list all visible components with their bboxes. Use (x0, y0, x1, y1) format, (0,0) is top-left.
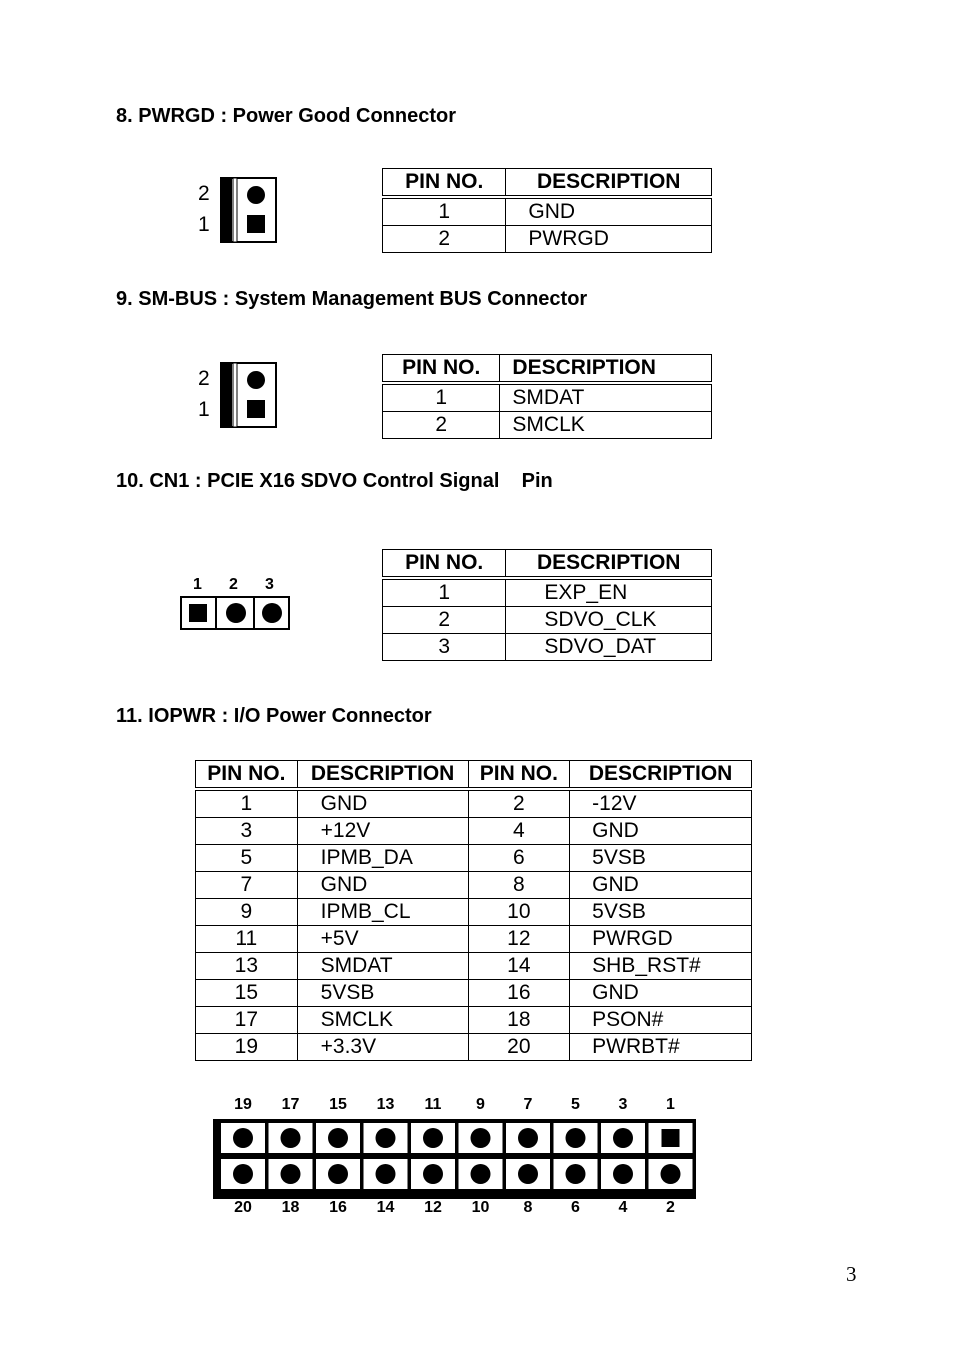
round-pin-icon (328, 1128, 348, 1148)
description-cell: SMCLK (500, 412, 712, 439)
smbus-pin-table (382, 354, 712, 439)
pin-number-cell: 12 (468, 926, 570, 953)
table-row (196, 980, 752, 1007)
description-cell: SDVO_CLK (506, 607, 712, 634)
pin-label: 8 (523, 1199, 533, 1216)
round-pin-icon (518, 1128, 538, 1148)
pin-label: 1 (198, 398, 210, 421)
pin-label: 3 (265, 576, 274, 593)
square-pin-icon (662, 1129, 680, 1147)
pin-label: 18 (281, 1199, 300, 1216)
pin-label: 5 (571, 1096, 580, 1113)
pin-number-cell: 6 (468, 845, 570, 872)
pin-number-cell: 2 (383, 607, 506, 634)
description-cell: 5VSB (297, 980, 468, 1007)
pin-label: 10 (471, 1199, 490, 1216)
pin-label: 17 (281, 1096, 300, 1113)
pin-number-cell: 3 (383, 634, 506, 661)
pin-label: 1 (198, 213, 210, 236)
pwrgd-connector-diagram (198, 176, 288, 248)
table-row (196, 953, 752, 980)
round-pin-icon (423, 1128, 443, 1148)
round-pin-icon (281, 1164, 301, 1184)
two-pin-header-icon (220, 361, 280, 431)
description-cell: IPMB_CL (297, 899, 468, 926)
twenty-pin-header-icon (212, 1118, 698, 1200)
pin-label: 1 (666, 1096, 675, 1113)
pin-number-cell: 2 (383, 412, 500, 439)
pin-label: 2 (666, 1199, 675, 1216)
pwrgd-pin-table (382, 168, 712, 253)
column-header: PIN NO. (383, 355, 500, 384)
smbus-connector-diagram (198, 361, 288, 433)
round-pin-icon (613, 1128, 633, 1148)
table-row (196, 1034, 752, 1061)
round-pin-icon (233, 1164, 253, 1184)
column-header: DESCRIPTION (506, 169, 712, 198)
round-pin-icon (471, 1164, 491, 1184)
description-cell: IPMB_DA (297, 845, 468, 872)
round-pin-icon (281, 1128, 301, 1148)
pin-number-cell: 2 (383, 226, 506, 253)
description-cell: SMCLK (297, 1007, 468, 1034)
round-pin-icon (566, 1164, 586, 1184)
column-header: PIN NO. (468, 761, 570, 790)
table-row (383, 634, 712, 661)
pin-label: 4 (618, 1199, 628, 1216)
description-cell: GND (570, 872, 752, 899)
column-header: PIN NO. (383, 550, 506, 579)
pin-number-cell: 1 (383, 578, 506, 607)
table-row (383, 412, 712, 439)
pin-number-cell: 7 (196, 872, 298, 899)
description-cell: GND (570, 818, 752, 845)
pin-number-cell: 3 (196, 818, 298, 845)
two-pin-header-icon (220, 176, 280, 246)
column-header: DESCRIPTION (570, 761, 752, 790)
pin-number-cell: 18 (468, 1007, 570, 1034)
column-header: PIN NO. (383, 169, 506, 198)
description-cell: GND (506, 197, 712, 226)
iopwr-pin-table (195, 760, 752, 1061)
pin-label: 9 (476, 1096, 485, 1113)
cn1-connector-diagram (178, 576, 293, 634)
description-cell: 5VSB (570, 899, 752, 926)
pin-number-cell: 1 (383, 383, 500, 412)
page-number: 3 (846, 1262, 857, 1286)
round-pin-icon (518, 1164, 538, 1184)
pin-label: 14 (376, 1199, 395, 1216)
pin-number-cell: 10 (468, 899, 570, 926)
description-cell: 5VSB (570, 845, 752, 872)
pin-number-cell: 4 (468, 818, 570, 845)
round-pin-icon (376, 1164, 396, 1184)
pin-number-cell: 5 (196, 845, 298, 872)
column-header: DESCRIPTION (297, 761, 468, 790)
pin-label: 2 (198, 182, 210, 205)
pin-number-cell: 9 (196, 899, 298, 926)
pin-label: 16 (329, 1199, 347, 1216)
pin-number-cell: 15 (196, 980, 298, 1007)
pin-label: 3 (618, 1096, 628, 1113)
description-cell: PWRGD (570, 926, 752, 953)
round-pin-icon (233, 1128, 253, 1148)
table-row (196, 845, 752, 872)
description-cell: PWRBT# (570, 1034, 752, 1061)
table-row (383, 578, 712, 607)
pin-number-cell: 20 (468, 1034, 570, 1061)
pin-number-cell: 16 (468, 980, 570, 1007)
pin-label: 12 (424, 1199, 442, 1216)
description-cell: +3.3V (297, 1034, 468, 1061)
description-cell: +5V (297, 926, 468, 953)
description-cell: SHB_RST# (570, 953, 752, 980)
description-cell: SDVO_DAT (506, 634, 712, 661)
column-header: DESCRIPTION (506, 550, 712, 579)
pin-number-cell: 17 (196, 1007, 298, 1034)
round-pin-icon (661, 1164, 681, 1184)
pin-label: 6 (571, 1199, 580, 1216)
table-row (383, 383, 712, 412)
description-cell: EXP_EN (506, 578, 712, 607)
pin-label: 19 (234, 1096, 252, 1113)
pin-number-cell: 1 (383, 197, 506, 226)
column-header: DESCRIPTION (500, 355, 712, 384)
pin-label: 7 (523, 1096, 533, 1113)
cn1-pin-table (382, 549, 712, 661)
description-cell: +12V (297, 818, 468, 845)
table-row (383, 226, 712, 253)
table-row (196, 872, 752, 899)
round-pin-icon (376, 1128, 396, 1148)
column-header: PIN NO. (196, 761, 298, 790)
pin-number-cell: 19 (196, 1034, 298, 1061)
description-cell: SMDAT (297, 953, 468, 980)
round-pin-icon (328, 1164, 348, 1184)
table-row (196, 899, 752, 926)
pin-label: 1 (193, 576, 202, 593)
table-row (196, 789, 752, 818)
table-row (383, 197, 712, 226)
description-cell: GND (570, 980, 752, 1007)
pin-number-cell: 2 (468, 789, 570, 818)
pin-label: 20 (234, 1199, 252, 1216)
pin-number-cell: 8 (468, 872, 570, 899)
three-pin-header-icon (178, 596, 293, 632)
section-11-heading: 11. IOPWR : I/O Power Connector (116, 705, 432, 727)
round-pin-icon (471, 1128, 491, 1148)
pin-label: 11 (424, 1096, 442, 1113)
section-8-heading: 8. PWRGD : Power Good Connector (116, 105, 457, 127)
table-row (196, 926, 752, 953)
pin-number-cell: 1 (196, 789, 298, 818)
description-cell: GND (297, 789, 468, 818)
description-cell: PSON# (570, 1007, 752, 1034)
description-cell: -12V (570, 789, 752, 818)
pin-label: 13 (376, 1096, 395, 1113)
pin-number-cell: 14 (468, 953, 570, 980)
round-pin-icon (423, 1164, 443, 1184)
pin-label: 2 (229, 576, 238, 593)
table-row (196, 1007, 752, 1034)
description-cell: SMDAT (500, 383, 712, 412)
pin-label: 15 (329, 1096, 347, 1113)
table-row (383, 607, 712, 634)
description-cell: GND (297, 872, 468, 899)
round-pin-icon (613, 1164, 633, 1184)
pin-number-cell: 11 (196, 926, 298, 953)
round-pin-icon (566, 1128, 586, 1148)
pin-number-cell: 13 (196, 953, 298, 980)
iopwr-connector-diagram (212, 1094, 702, 1224)
pin-label: 2 (198, 367, 210, 390)
description-cell: PWRGD (506, 226, 712, 253)
section-10-heading: 10. CN1 : PCIE X16 SDVO Control Signal Pin (116, 470, 553, 492)
section-9-heading: 9. SM-BUS : System Management BUS Connector (116, 288, 588, 310)
table-row (196, 818, 752, 845)
